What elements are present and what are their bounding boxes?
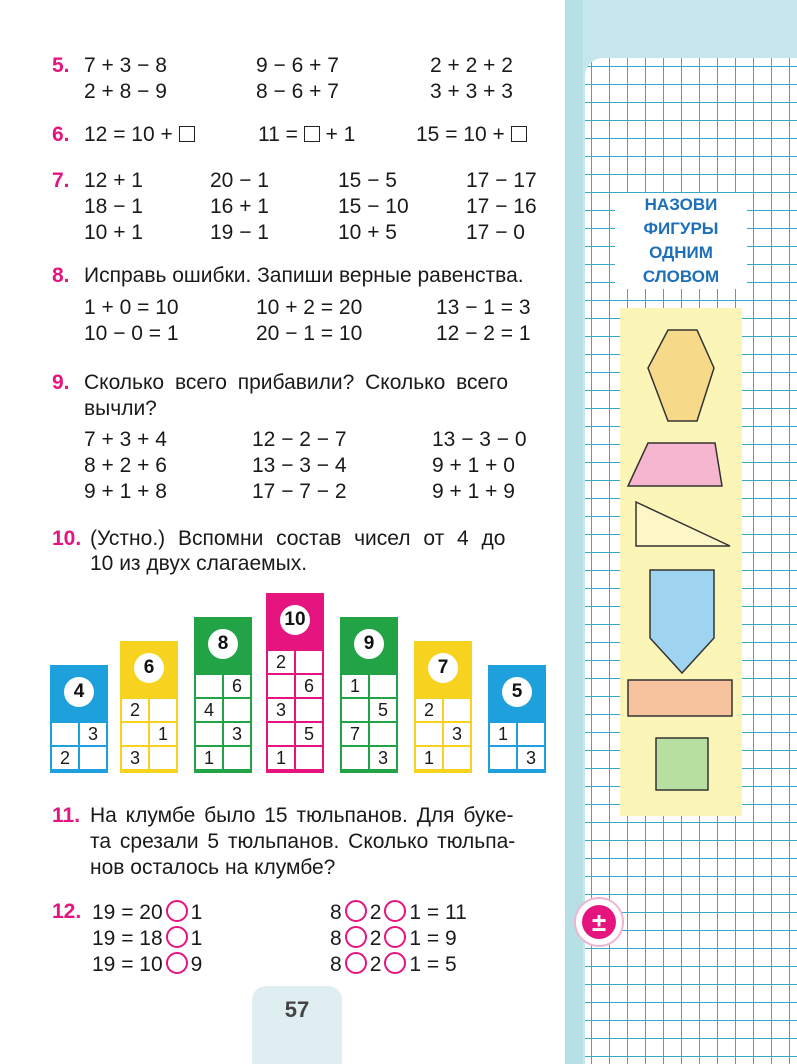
expr-part: 19 = 10 bbox=[92, 953, 163, 976]
expr-part: 8 bbox=[330, 953, 342, 976]
expr: 10 + 1 bbox=[84, 221, 143, 244]
column-number-badge: 7 bbox=[428, 653, 458, 683]
expr: 15 − 10 bbox=[338, 195, 409, 218]
expr: 7 + 3 + 4 bbox=[84, 428, 167, 451]
composition-cell: 3 bbox=[268, 699, 294, 721]
expr: 13 − 3 − 4 bbox=[252, 454, 347, 477]
task-9-text-line2: вычли? bbox=[84, 397, 157, 420]
trapezoid-shape bbox=[628, 443, 722, 486]
expr: 12 − 2 = 1 bbox=[436, 322, 531, 345]
composition-cell bbox=[224, 747, 250, 769]
expr-part: 1 = 5 bbox=[409, 953, 457, 976]
expr-part: 19 = 18 bbox=[92, 927, 163, 950]
composition-cell: 3 bbox=[518, 747, 544, 769]
expr: 2 + 8 − 9 bbox=[84, 80, 167, 103]
comparison bbox=[92, 900, 202, 925]
number-column-7 bbox=[414, 641, 472, 773]
task-5-number: 5. bbox=[52, 54, 70, 77]
sign-circle bbox=[166, 900, 188, 922]
empty-box bbox=[511, 126, 527, 142]
composition-cell: 1 bbox=[150, 723, 176, 745]
expr: 8 − 6 + 7 bbox=[256, 80, 339, 103]
plus-minus-glyph: ± bbox=[582, 905, 616, 939]
expr-part: 2 bbox=[369, 953, 382, 976]
expr: 18 − 1 bbox=[84, 195, 143, 218]
expr: 17 − 16 bbox=[466, 195, 537, 218]
expr: 12 + 1 bbox=[84, 169, 143, 192]
sign-circle bbox=[166, 952, 188, 974]
composition-cell: 3 bbox=[444, 723, 470, 745]
heading-line: СЛОВОМ bbox=[642, 267, 720, 286]
equation-with-box bbox=[258, 123, 355, 147]
composition-cell bbox=[342, 699, 368, 721]
hexagon-shape bbox=[648, 330, 714, 421]
expr: 13 − 3 − 0 bbox=[432, 428, 527, 451]
expr-part: 8 bbox=[330, 927, 342, 950]
expr: 7 + 3 − 8 bbox=[84, 54, 167, 77]
number-column-6 bbox=[120, 641, 178, 773]
composition-cell bbox=[444, 699, 470, 721]
sidebar-heading bbox=[615, 193, 747, 289]
sign-circle bbox=[166, 926, 188, 948]
composition-cell bbox=[196, 723, 222, 745]
expr: 17 − 17 bbox=[466, 169, 537, 192]
column-number-badge: 6 bbox=[134, 653, 164, 683]
pentagon-shape bbox=[650, 570, 714, 673]
composition-cell bbox=[150, 747, 176, 769]
rectangle-shape bbox=[628, 680, 732, 716]
composition-cell: 2 bbox=[416, 699, 442, 721]
expr-part: 11 = bbox=[258, 123, 304, 146]
composition-cell: 1 bbox=[342, 675, 368, 697]
expr: 10 + 2 = 20 bbox=[256, 296, 363, 319]
composition-cell bbox=[444, 747, 470, 769]
empty-box bbox=[304, 126, 320, 142]
task-6-number: 6. bbox=[52, 123, 70, 146]
composition-cell: 1 bbox=[196, 747, 222, 769]
composition-cell bbox=[416, 723, 442, 745]
square-shape bbox=[656, 738, 708, 790]
column-number-badge: 8 bbox=[208, 629, 238, 659]
composition-cell bbox=[370, 723, 396, 745]
expr: 19 − 1 bbox=[210, 221, 269, 244]
number-column-5 bbox=[488, 665, 546, 773]
task-10-text-line2: 10 из двух слагаемых. bbox=[90, 552, 308, 575]
composition-cell bbox=[150, 699, 176, 721]
composition-cell: 5 bbox=[370, 699, 396, 721]
expr-part: + 1 bbox=[319, 123, 356, 146]
expr-part: 15 = 10 + bbox=[416, 123, 511, 146]
sign-circle bbox=[384, 926, 406, 948]
expr: 8 + 2 + 6 bbox=[84, 454, 167, 477]
sign-circle bbox=[345, 952, 367, 974]
expr-part: 2 bbox=[369, 927, 382, 950]
expr-part: 1 bbox=[190, 927, 203, 950]
composition-cell: 1 bbox=[490, 723, 516, 745]
task-7-number: 7. bbox=[52, 169, 70, 192]
composition-cell bbox=[80, 747, 106, 769]
expr-part: 19 = 20 bbox=[92, 901, 163, 924]
heading-line: ОДНИМ bbox=[649, 243, 713, 262]
task-9-text-line1: Сколько всего прибавили? Сколько всего bbox=[84, 371, 509, 394]
composition-cell: 6 bbox=[296, 675, 322, 697]
empty-box bbox=[179, 126, 195, 142]
shapes-illustration bbox=[620, 308, 742, 816]
composition-cell: 3 bbox=[122, 747, 148, 769]
expr: 13 − 1 = 3 bbox=[436, 296, 531, 319]
composition-cell bbox=[342, 747, 368, 769]
sign-circle bbox=[384, 900, 406, 922]
number-column-8 bbox=[194, 617, 252, 773]
heading-line: НАЗОВИ bbox=[644, 195, 718, 214]
expr: 9 + 1 + 9 bbox=[432, 480, 515, 503]
expr: 17 − 7 − 2 bbox=[252, 480, 347, 503]
task-10-number: 10. bbox=[52, 527, 82, 550]
expr: 17 − 0 bbox=[466, 221, 525, 244]
composition-cell bbox=[296, 699, 322, 721]
expr: 3 + 3 + 3 bbox=[430, 80, 513, 103]
task-11-text-line2: та срезали 5 тюльпанов. Сколько тюльпа- bbox=[90, 830, 516, 853]
number-column-9 bbox=[340, 617, 398, 773]
composition-cell: 2 bbox=[52, 747, 78, 769]
expr: 10 + 5 bbox=[338, 221, 397, 244]
column-number-badge: 10 bbox=[280, 605, 310, 635]
plus-minus-icon bbox=[574, 897, 624, 947]
number-column-10 bbox=[266, 593, 324, 773]
expr-part: 1 bbox=[190, 901, 203, 924]
expr-part: 2 bbox=[369, 901, 382, 924]
task-8-number: 8. bbox=[52, 264, 70, 287]
composition-cell: 5 bbox=[296, 723, 322, 745]
composition-cell bbox=[370, 675, 396, 697]
task-11-text-line1: На клумбе было 15 тюльпанов. Для буке- bbox=[90, 804, 514, 827]
expr-part: 1 = 11 bbox=[409, 901, 467, 924]
shapes-card bbox=[620, 308, 742, 816]
composition-cell: 6 bbox=[224, 675, 250, 697]
expr: 9 + 1 + 8 bbox=[84, 480, 167, 503]
expr: 2 + 2 + 2 bbox=[430, 54, 513, 77]
comparison bbox=[92, 952, 202, 977]
composition-cell bbox=[518, 723, 544, 745]
task-9-number: 9. bbox=[52, 371, 70, 394]
composition-cell bbox=[52, 723, 78, 745]
expr: 10 − 0 = 1 bbox=[84, 322, 179, 345]
task-11-text-line3: нов осталось на клумбе? bbox=[90, 856, 336, 879]
expr-part: 1 = 9 bbox=[409, 927, 457, 950]
composition-cell bbox=[268, 675, 294, 697]
comparison bbox=[92, 926, 202, 951]
composition-cell bbox=[268, 723, 294, 745]
composition-cell: 1 bbox=[268, 747, 294, 769]
sign-circle bbox=[345, 900, 367, 922]
composition-cell bbox=[490, 747, 516, 769]
composition-cell: 3 bbox=[224, 723, 250, 745]
expr: 16 + 1 bbox=[210, 195, 269, 218]
column-number-badge: 5 bbox=[502, 677, 532, 707]
task-8-text: Исправь ошибки. Запиши верные равенства. bbox=[84, 264, 524, 287]
triangle-shape bbox=[636, 502, 730, 546]
equation-with-box bbox=[416, 123, 527, 147]
expr: 9 − 6 + 7 bbox=[256, 54, 339, 77]
equation-signs bbox=[330, 900, 467, 925]
task-12-number: 12. bbox=[52, 900, 82, 923]
task-11-number: 11. bbox=[52, 804, 81, 827]
expr: 12 − 2 − 7 bbox=[252, 428, 347, 451]
expr-part: 12 = 10 + bbox=[84, 123, 179, 146]
composition-cell: 1 bbox=[416, 747, 442, 769]
expr: 1 + 0 = 10 bbox=[84, 296, 179, 319]
equation-signs bbox=[330, 926, 457, 951]
expr: 9 + 1 + 0 bbox=[432, 454, 515, 477]
expr-part: 9 bbox=[190, 953, 203, 976]
task-10-text-line1: (Устно.) Вспомни состав чисел от 4 до bbox=[90, 527, 506, 550]
composition-cell bbox=[122, 723, 148, 745]
composition-cell: 7 bbox=[342, 723, 368, 745]
number-column-4 bbox=[50, 665, 108, 773]
composition-cell: 3 bbox=[370, 747, 396, 769]
composition-cell bbox=[296, 651, 322, 673]
equation-with-box bbox=[84, 123, 195, 147]
composition-cell: 4 bbox=[196, 699, 222, 721]
page-number: 57 bbox=[252, 986, 342, 1064]
composition-cell bbox=[296, 747, 322, 769]
composition-cell: 3 bbox=[80, 723, 106, 745]
composition-cell bbox=[224, 699, 250, 721]
composition-cell: 2 bbox=[268, 651, 294, 673]
column-number-badge: 9 bbox=[354, 629, 384, 659]
expr-part: 8 bbox=[330, 901, 342, 924]
equation-signs bbox=[330, 952, 457, 977]
expr: 20 − 1 = 10 bbox=[256, 322, 363, 345]
sign-circle bbox=[345, 926, 367, 948]
sign-circle bbox=[384, 952, 406, 974]
column-number-badge: 4 bbox=[64, 677, 94, 707]
expr: 15 − 5 bbox=[338, 169, 397, 192]
composition-cell: 2 bbox=[122, 699, 148, 721]
composition-cell bbox=[196, 675, 222, 697]
heading-line: ФИГУРЫ bbox=[643, 219, 719, 238]
expr: 20 − 1 bbox=[210, 169, 269, 192]
